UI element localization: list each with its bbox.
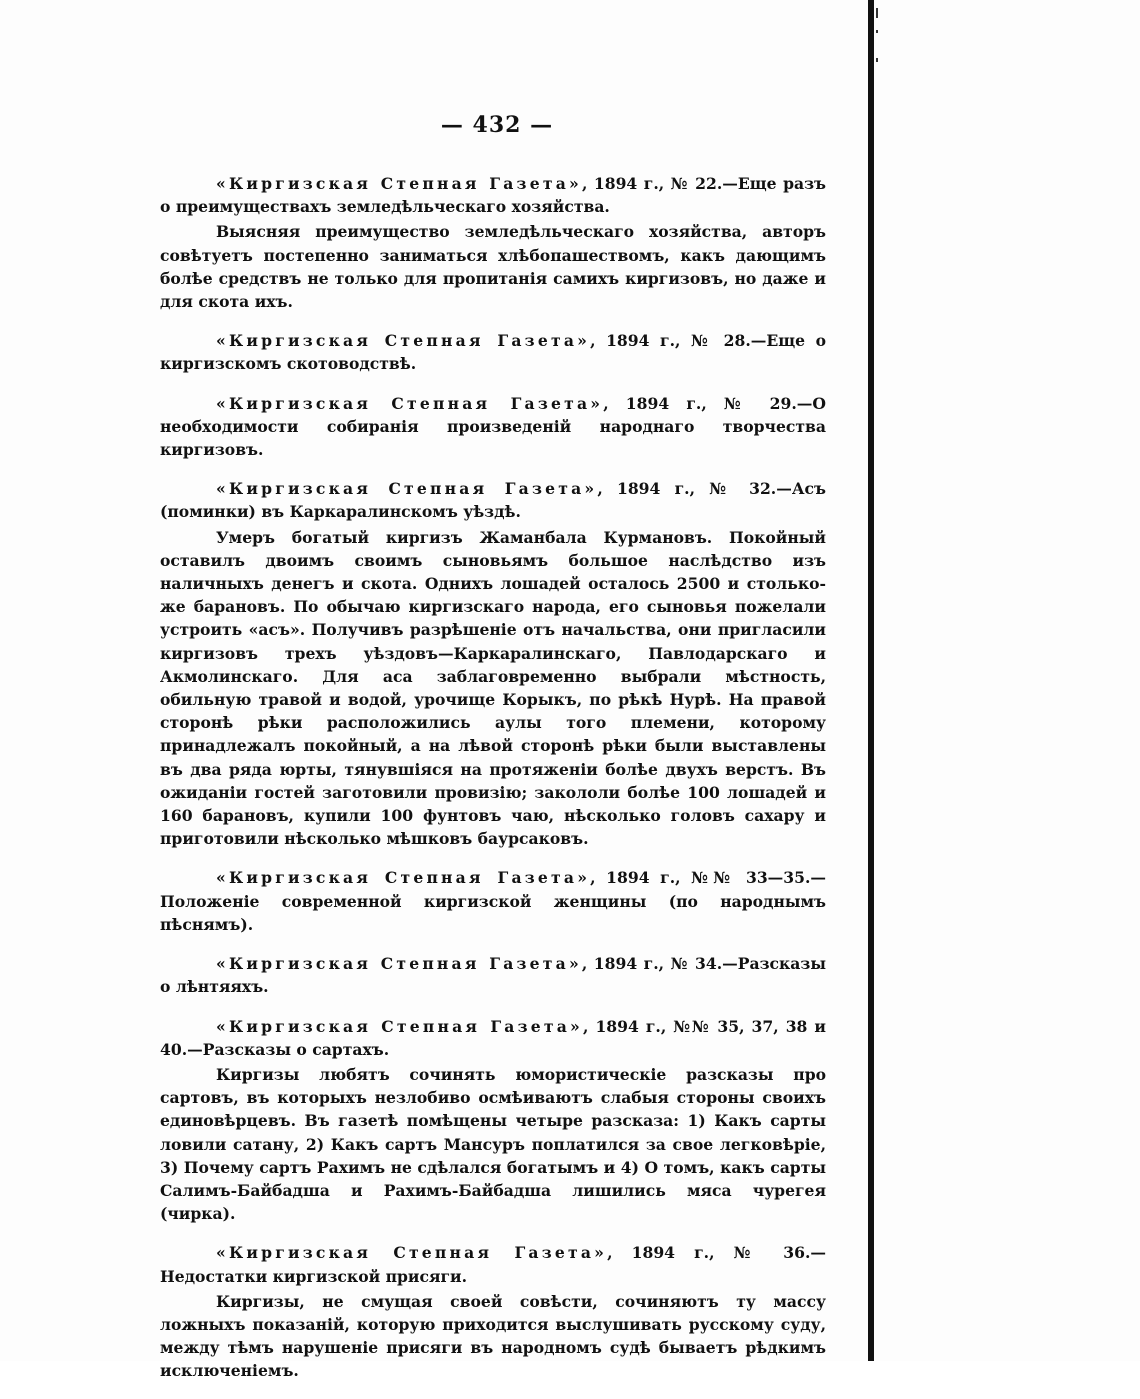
entry-source: «Киргизская Степная Газета» [216,1243,608,1263]
entry-body: Киргизы, не смущая своей совѣсти, сочиняютъ ту массу ложныхъ показаній, которую приходится выслушивать русскому суду, между тѣмъ нарушеніе присяги въ народномъ судѣ бываетъ рѣдкимъ исключеніемъ. [160,1291,826,1381]
bibliography-entry [160,1015,826,1226]
entry-source: «Киргизская Степная Газета» [216,868,591,888]
entry-heading [160,329,826,375]
entry-body: Киргизы любятъ сочинять юмористическіе разсказы про сартовъ, въ которыхъ незлобиво осмѣиваютъ слабыя стороны своихъ единовѣрцевъ. Въ газетѣ помѣщены четыре разсказа: 1) Какъ сарты ловили сатану, 2) Какъ сартъ Мансуръ поплатился за свое легковѣріе, 3) Почему сартъ Рахимъ не сдѣлался богатымъ и 4) О томъ, какъ сарты Салимъ-Байбадша и Рахимъ-Байбадша лишились мяса чурегея (чирка). [160,1064,826,1224]
entry-source: «Киргизская Степная Газета» [216,393,604,413]
bibliography-entry [160,329,826,375]
entry-citation: , 1894 г., №№ 35, 37, 38 и 40.—Разсказы о сартахъ. [160,1016,826,1059]
bibliography-entries [160,172,826,1399]
bibliography-entry [160,952,826,998]
bibliography-entry [160,477,826,850]
entry-body: Умеръ богатый киргизъ Жаманбала Курмановъ. Покойный оставилъ двоимъ своимъ сыновьямъ большое наслѣдство изъ наличныхъ денегъ и скота. Однихъ лошадей осталось 2500 и столько-же барановъ. По обычаю киргизскаго народа, его сыновья пожелали устроить «асъ». Получивъ разрѣшеніе отъ начальства, они пригласили киргизовъ трехъ уѣздовъ—Каркаралинскаго, Павлодарскаго и Акмолинскаго. Для аса заблаговременно выбрали мѣстность, обильную травой и водой, урочище Корыкъ, по рѣкѣ Нурѣ. На правой сторонѣ рѣки расположились аулы того племени, которому принадлежалъ покойный, а на лѣвой сторонѣ рѣки были выставлены въ два ряда юрты, тянувшіяся на протяженіи болѣе двухъ верстъ. Въ ожиданіи гостей заготовили провизію; закололи болѣе 100 лошадей и 160 барановъ, купили 100 фунтовъ чаю, нѣсколько головъ сахару и приготовили нѣсколько мѣшковъ баурсаковъ. [160,527,826,849]
scan-specks [876,0,880,70]
entry-citation: , 1894 г., № 29.—О необходимости собиранія произведеній народнаго творчества киргизовъ. [160,393,826,460]
entry-citation: , 1894 г., № 32.—Асъ (поминки) въ Каркаралинскомъ уѣздѣ. [160,479,826,522]
bibliography-entry [160,866,826,936]
entry-citation: , 1894 г., № 36.—Недостатки киргизской присяги. [160,1243,826,1286]
page-gutter-edge [868,0,874,1361]
entry-heading [160,172,826,218]
page-number: — 432 — [440,112,554,138]
entry-heading [160,1241,826,1287]
entry-citation: , 1894 г., № 34.—Разсказы о лѣнтяяхъ. [160,954,826,997]
entry-source: «Киргизская Степная Газета» [216,331,591,351]
entry-heading [160,477,826,523]
entry-source: «Киргизская Степная Газета» [216,1016,583,1036]
entry-citation: , 1894 г., №№ 33—35.—Положеніе современной киргизской женщины (по народнымъ пѣснямъ). [160,868,826,934]
entry-heading [160,866,826,936]
entry-heading [160,952,826,998]
entry-citation: , 1894 г., № 28.—Еще о киргизскомъ скотоводствѣ. [160,331,826,374]
entry-source: «Киргизская Степная Газета» [216,954,582,974]
entry-source: «Киргизская Степная Газета» [216,479,598,499]
bibliography-entry [160,172,826,313]
bibliography-entry [160,1241,826,1382]
entry-heading [160,392,826,462]
entry-source: «Киргизская Степная Газета» [216,174,582,193]
entry-body: Выясняя преимущество земледѣльческаго хозяйства, авторъ совѣтуетъ постепенно заниматься хлѣбопашествомъ, какъ дающимъ болѣе средствъ не только для пропитанія самихъ киргизовъ, но даже и для скота ихъ. [160,222,826,312]
entry-citation: , 1894 г., № 22.—Еще разъ о преимуществахъ земледѣльческаго хозяйства. [160,174,826,217]
bibliography-entry [160,392,826,462]
entry-heading [160,1015,826,1061]
